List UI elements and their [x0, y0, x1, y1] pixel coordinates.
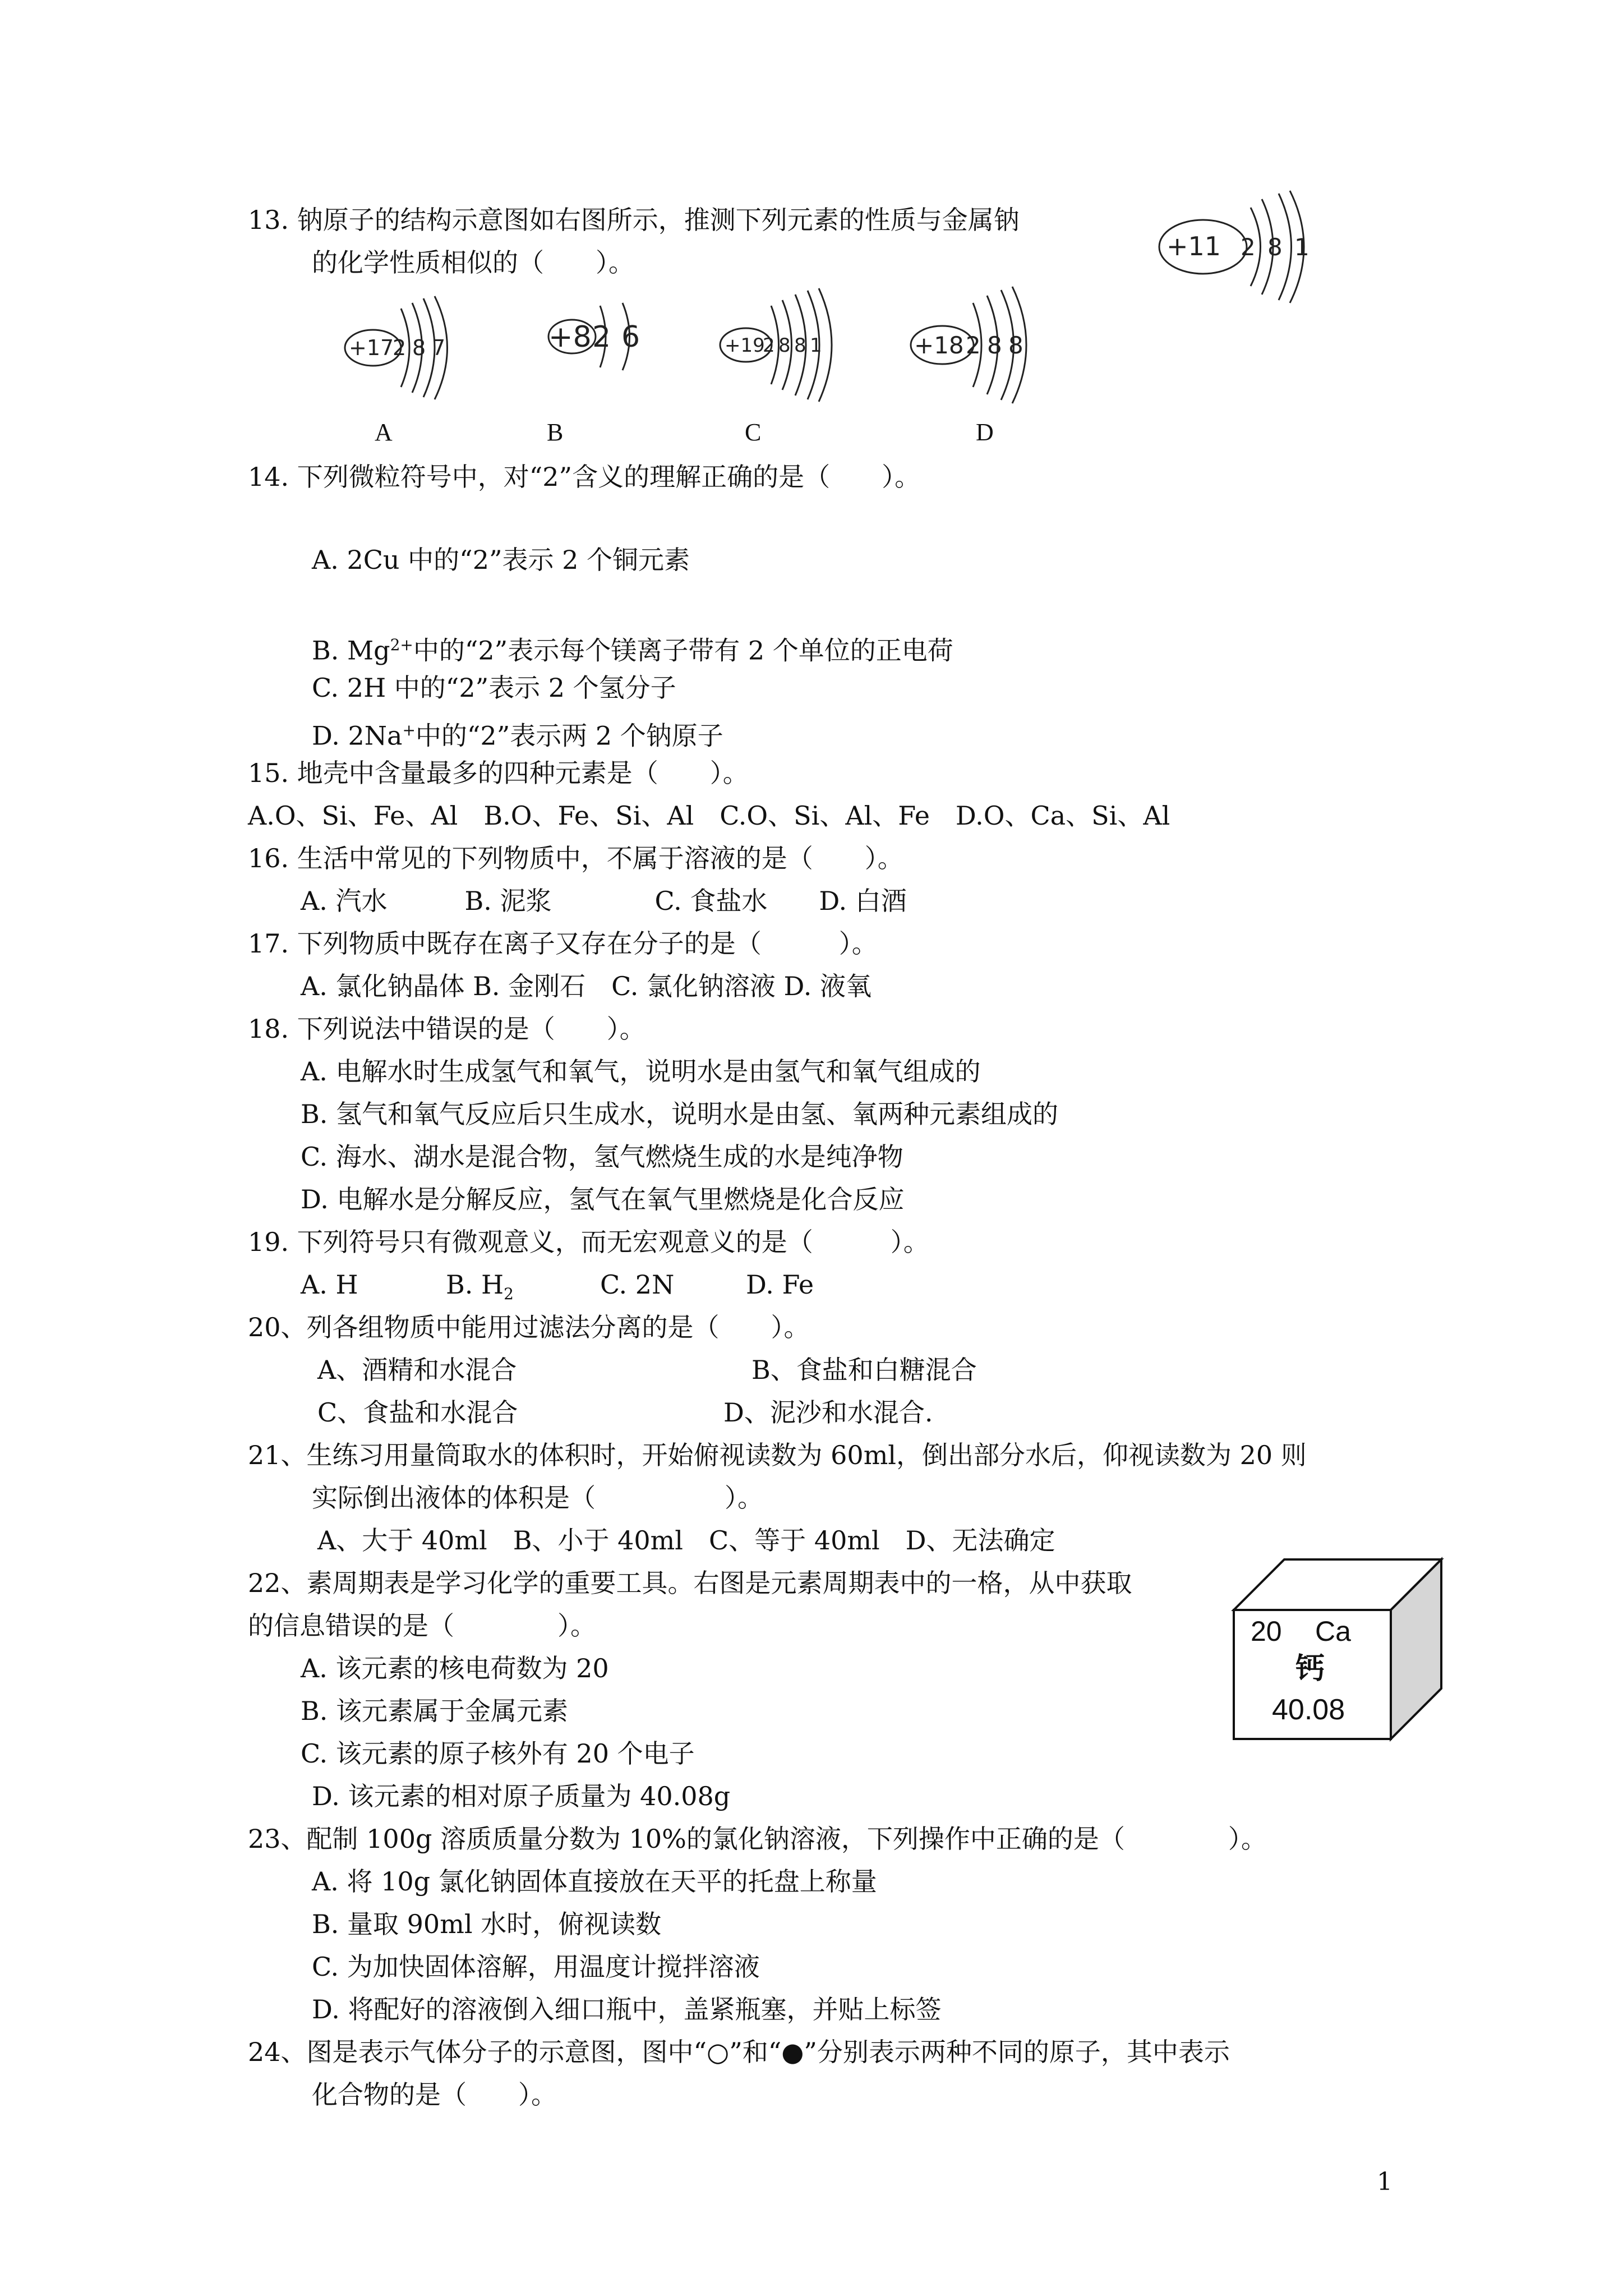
- q24-stem-line1: 24、图是表示气体分子的示意图，图中“○”和“●”分别表示两种不同的原子，其中表示: [248, 2037, 1230, 2067]
- atom-a-shell-2: 8: [412, 335, 426, 360]
- atom-b-shell-1: 2: [592, 320, 611, 354]
- atom-diagram-d: [903, 283, 1049, 407]
- atom-c-shell-2: 8: [778, 334, 791, 357]
- q23-option-d: D. 将配好的溶液倒入细口瓶中，盖紧瓶塞，并贴上标签: [312, 1994, 942, 2024]
- q14-stem: 14. 下列微粒符号中，对“2”含义的理解正确的是（ ）。: [248, 462, 921, 492]
- q14-d-suffix: 中的“2”表示两 2 个钠原子: [415, 720, 723, 751]
- q22-stem-line2: 的信息错误的是（ ）。: [248, 1611, 596, 1641]
- q20-option-b: B、食盐和白糖混合: [751, 1355, 977, 1385]
- q14-b-suffix: 中的“2”表示每个镁离子带有 2 个单位的正电荷: [413, 635, 953, 666]
- atom-d-shell-3: 8: [1008, 332, 1023, 359]
- q22-option-c: C. 该元素的原子核外有 20 个电子: [301, 1738, 695, 1769]
- q20-option-a: A、酒精和水混合: [317, 1355, 517, 1385]
- q18-option-d: D. 电解水是分解反应，氢气在氧气里燃烧是化合反应: [301, 1184, 905, 1214]
- q15-stem: 15. 地壳中含量最多的四种元素是（ ）。: [248, 758, 749, 788]
- q14-option-d: [312, 714, 723, 752]
- q19-b-subscript: 2: [504, 1285, 514, 1304]
- q19-option-a: A. H: [301, 1269, 358, 1300]
- atom-a-nucleus: +17: [349, 335, 394, 360]
- atom-d-shell-1: 2: [966, 332, 981, 359]
- q18-option-a: A. 电解水时生成氢气和氧气，说明水是由氢气和氧气组成的: [301, 1056, 981, 1087]
- q17-options: A. 氯化钠晶体 B. 金刚石 C. 氯化钠溶液 D. 液氧: [301, 971, 872, 1001]
- atom-a-label: A: [375, 418, 393, 446]
- cell-element-name: 钙: [1295, 1652, 1325, 1686]
- q14-b-prefix: B. Mg: [312, 635, 390, 666]
- q18-option-b: B. 氢气和氧气反应后只生成水，说明水是由氢、氧两种元素组成的: [301, 1099, 1059, 1129]
- q13-stem-line1: 13. 钠原子的结构示意图如右图所示，推测下列元素的性质与金属钠: [248, 205, 1020, 235]
- q22-option-a: A. 该元素的核电荷数为 20: [301, 1653, 609, 1683]
- sodium-shell-2: 8: [1267, 233, 1283, 261]
- atom-d-nucleus: +18: [914, 332, 964, 359]
- atom-c-shell-1: 2: [763, 334, 775, 357]
- q19-option-d: D. Fe: [746, 1269, 814, 1300]
- atom-b-nucleus: +8: [548, 320, 592, 354]
- q22-option-d: D. 该元素的相对原子质量为 40.08g: [312, 1781, 731, 1811]
- q14-d-superscript: +: [402, 721, 416, 739]
- q18-option-c: C. 海水、湖水是混合物，氢气燃烧生成的水是纯净物: [301, 1142, 903, 1172]
- q19-option-c: C. 2N: [600, 1269, 675, 1300]
- q19-b-prefix: B. H: [446, 1269, 504, 1300]
- sodium-nucleus: +11: [1166, 231, 1221, 261]
- atom-c-shell-3: 8: [794, 334, 806, 357]
- cell-element-symbol: Ca: [1315, 1616, 1351, 1647]
- q14-option-a: A. 2Cu 中的“2”表示 2 个铜元素: [312, 545, 690, 575]
- q23-option-a: A. 将 10g 氯化钠固体直接放在天平的托盘上称量: [312, 1866, 877, 1897]
- q23-stem: 23、配制 100g 溶质质量分数为 10%的氯化钠溶液，下列操作中正确的是（ ）。: [248, 1824, 1267, 1854]
- atom-diagram-a: [336, 292, 465, 404]
- atom-d-shell-2: 8: [987, 332, 1002, 359]
- atom-c-label: C: [745, 418, 762, 446]
- q13-stem-line2: 的化学性质相似的（ ）。: [312, 247, 634, 278]
- sodium-atom-diagram: [1150, 185, 1335, 309]
- q21-stem-line2: 实际倒出液体的体积是（ ）。: [312, 1483, 763, 1513]
- q19-stem: 19. 下列符号只有微观意义，而无宏观意义的是（ ）。: [248, 1227, 929, 1257]
- atom-c-nucleus: +19: [725, 334, 765, 357]
- q20-option-d: D、泥沙和水混合.: [723, 1397, 933, 1428]
- sodium-shell-1: 2: [1241, 233, 1256, 261]
- atom-c-shell-4: 1: [810, 334, 822, 357]
- q14-option-c: C. 2H 中的“2”表示 2 个氢分子: [312, 673, 676, 703]
- q19-option-b: [446, 1268, 514, 1311]
- q15-options: A.O、Si、Fe、Al B.O、Fe、Si、Al C.O、Si、Al、Fe D.O、Ca、Si、Al: [248, 800, 1170, 831]
- atom-diagram-b: [538, 292, 667, 376]
- atom-d-label: D: [976, 418, 994, 446]
- q23-option-c: C. 为加快固体溶解，用温度计搅拌溶液: [312, 1952, 760, 1982]
- q16-options: A. 汽水 B. 泥浆 C. 食盐水 D. 白酒: [301, 886, 907, 916]
- q21-stem-line1: 21、生练习用量筒取水的体积时，开始俯视读数为 60ml，倒出部分水后，仰视读数为 20 则: [248, 1440, 1307, 1470]
- q14-b-superscript: 2+: [390, 636, 413, 654]
- atom-a-shell-3: 7: [432, 335, 446, 360]
- q24-stem-line2: 化合物的是（ ）。: [312, 2079, 557, 2110]
- q22-stem-line1: 22、素周期表是学习化学的重要工具。右图是元素周期表中的一格，从中获取: [248, 1568, 1132, 1598]
- q20-option-c: C、食盐和水混合: [317, 1397, 518, 1428]
- q17-stem: 17. 下列物质中既存在离子又存在分子的是（ ）。: [248, 928, 878, 959]
- q16-stem: 16. 生活中常见的下列物质中，不属于溶液的是（ ）。: [248, 843, 903, 873]
- q18-stem: 18. 下列说法中错误的是（ ）。: [248, 1014, 645, 1044]
- cell-atomic-number: 20: [1251, 1616, 1282, 1647]
- page-number: 1: [1377, 2168, 1393, 2196]
- q22-option-b: B. 该元素属于金属元素: [301, 1696, 569, 1726]
- sodium-shell-3: 1: [1294, 233, 1310, 261]
- atom-b-label: B: [547, 418, 564, 446]
- q23-option-b: B. 量取 90ml 水时，俯视读数: [312, 1909, 662, 1939]
- q14-d-prefix: D. 2Na: [312, 720, 403, 751]
- q20-stem: 20、列各组物质中能用过滤法分离的是（ ）。: [248, 1312, 810, 1342]
- cell-atomic-mass: 40.08: [1272, 1694, 1345, 1726]
- atom-diagram-c: [712, 286, 858, 404]
- atom-b-shell-2: 6: [621, 320, 640, 354]
- q14-option-b: [312, 628, 953, 667]
- atom-a-shell-1: 2: [393, 335, 407, 360]
- q21-options: A、大于 40ml B、小于 40ml C、等于 40ml D、无法确定: [317, 1525, 1055, 1556]
